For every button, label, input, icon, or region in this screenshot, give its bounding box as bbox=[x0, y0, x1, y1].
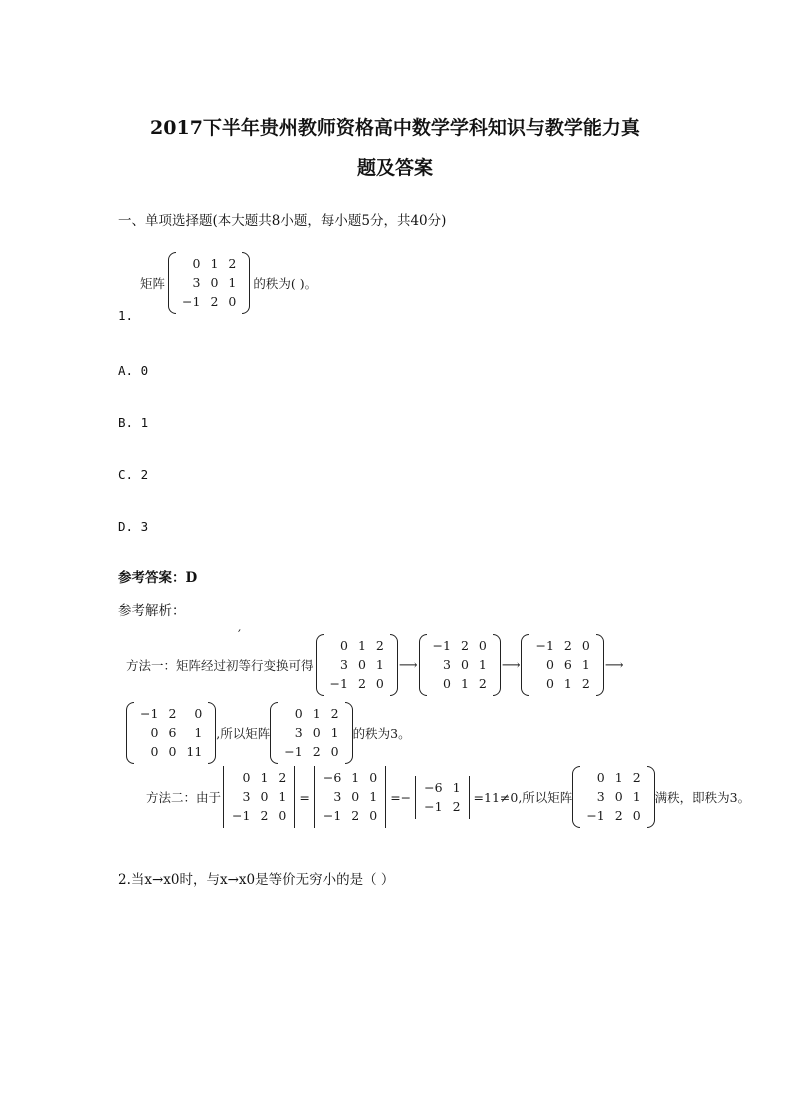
matrix-cell: 2 bbox=[168, 706, 177, 721]
option-b: B. 1 bbox=[118, 415, 149, 430]
matrix-cell: 1 bbox=[478, 657, 487, 672]
analysis-label: 参考解析： bbox=[118, 603, 186, 619]
matrix-cell: 1 bbox=[375, 657, 384, 672]
matrix-cell: 2 bbox=[478, 676, 487, 691]
matrix-cell: 0 bbox=[168, 744, 177, 759]
matrix-entries bbox=[278, 702, 344, 764]
arrow-1: ⟶ bbox=[398, 657, 418, 673]
matrix-cell: 1 bbox=[563, 676, 572, 691]
matrix-cell: 0 bbox=[150, 725, 159, 740]
arrow-2: ⟶ bbox=[501, 657, 521, 673]
section-heading: 一、单项选择题(本大题共8小题，每小题5分，共40分) bbox=[118, 213, 447, 229]
matrix-cell: 0 bbox=[357, 657, 366, 672]
matrix-m5 bbox=[270, 702, 352, 764]
matrix-entries bbox=[418, 776, 466, 819]
matrix-cell: −1 bbox=[284, 744, 303, 759]
matrix-cell: 1 bbox=[369, 789, 378, 804]
matrix-cell: 1 bbox=[452, 779, 461, 795]
matrix-cell: 2 bbox=[312, 744, 321, 759]
matrix-cell: 2 bbox=[351, 808, 360, 823]
matrix-entries bbox=[176, 252, 242, 314]
matrix-m4 bbox=[126, 702, 216, 764]
matrix-cell: 2 bbox=[581, 676, 590, 691]
matrix-cell: 0 bbox=[545, 657, 554, 672]
matrix-cell: 2 bbox=[278, 770, 287, 785]
matrix-cell: −1 bbox=[432, 638, 451, 653]
matrix-cell: 0 bbox=[351, 789, 360, 804]
q1-number: 1. bbox=[118, 308, 134, 323]
matrix-cell: 1 bbox=[632, 789, 641, 804]
matrix-cell: 1 bbox=[581, 657, 590, 672]
matrix-cell: 2 bbox=[563, 638, 572, 653]
option-c: C. 2 bbox=[118, 467, 149, 482]
matrix-cell: 0 bbox=[242, 770, 251, 785]
matrix-cell: −1 bbox=[535, 638, 554, 653]
method-one-label: 方法一：矩阵经过初等行变换可得 bbox=[126, 658, 314, 673]
matrix-cell: 0 bbox=[312, 725, 321, 740]
matrix-cell: 0 bbox=[442, 676, 451, 691]
equals-1: = bbox=[299, 789, 310, 805]
arrow-3: ⟶ bbox=[604, 657, 624, 673]
matrix-entries bbox=[226, 766, 292, 828]
matrix-m2 bbox=[419, 634, 501, 696]
matrix-cell: 6 bbox=[168, 725, 177, 740]
full-rank-text: 满秩，即秩为3。 bbox=[654, 790, 751, 805]
matrix-entries bbox=[580, 766, 646, 828]
matrix-cell: 1 bbox=[330, 725, 339, 740]
q1-prefix: 矩阵 bbox=[140, 276, 166, 291]
method-two-row bbox=[146, 766, 750, 828]
matrix-cell: 3 bbox=[192, 275, 201, 290]
matrix-cell: 0 bbox=[460, 657, 469, 672]
matrix-cell: 0 bbox=[192, 256, 201, 271]
matrix-entries bbox=[317, 766, 383, 828]
matrix-cell: 1 bbox=[194, 725, 203, 740]
matrix-cell: 0 bbox=[194, 706, 203, 721]
matrix-cell: −6 bbox=[424, 779, 443, 795]
matrix-cell: 0 bbox=[294, 706, 303, 721]
method-one-row bbox=[126, 634, 624, 696]
matrix-cell: −6 bbox=[322, 770, 342, 785]
matrix-cell: 1 bbox=[357, 638, 366, 653]
method-one-result-row bbox=[126, 702, 411, 764]
matrix-cell: 0 bbox=[478, 638, 487, 653]
matrix-cell: 0 bbox=[545, 676, 554, 691]
matrix-cell: 0 bbox=[614, 789, 623, 804]
matrix-cell: 2 bbox=[614, 808, 623, 823]
matrix-cell: 6 bbox=[563, 657, 572, 672]
matrix-cell: 1 bbox=[278, 789, 287, 804]
matrix-cell: 11 bbox=[186, 744, 203, 759]
matrix-cell: 3 bbox=[442, 657, 451, 672]
matrix-cell: 0 bbox=[340, 638, 348, 653]
matrix-cell: 0 bbox=[581, 638, 590, 653]
matrix-cell: 0 bbox=[150, 744, 159, 759]
so-text: ,所以矩阵 bbox=[216, 726, 271, 741]
matrix-cell: 0 bbox=[369, 770, 378, 785]
matrix-cell: 0 bbox=[278, 808, 287, 823]
matrix-cell: 2 bbox=[210, 294, 219, 309]
matrix-cell: 3 bbox=[333, 789, 342, 804]
matrix-cell: 1 bbox=[614, 770, 623, 785]
matrix-cell: −1 bbox=[182, 294, 201, 309]
matrix-cell: 1 bbox=[260, 770, 269, 785]
equals-3: =11≠0,所以矩阵 bbox=[473, 790, 573, 805]
matrix-cell: 2 bbox=[460, 638, 469, 653]
matrix-entries bbox=[427, 634, 493, 696]
matrix-cell: 0 bbox=[210, 275, 219, 290]
matrix-cell: −1 bbox=[232, 808, 251, 823]
matrix-cell: 0 bbox=[330, 744, 339, 759]
matrix-cell: −1 bbox=[586, 808, 605, 823]
matrix-cell: −1 bbox=[424, 798, 443, 814]
reference-answer: 参考答案：D bbox=[118, 570, 198, 586]
matrix-m1 bbox=[316, 634, 398, 696]
matrix-cell: 1 bbox=[210, 256, 219, 271]
matrix-cell: 1 bbox=[460, 676, 469, 691]
method-two-label: 方法二：由于 bbox=[146, 790, 222, 805]
matrix-cell: −1 bbox=[329, 676, 348, 691]
matrix-m6 bbox=[572, 766, 654, 828]
option-a: A. 0 bbox=[118, 363, 149, 378]
determinant-d1 bbox=[221, 766, 297, 828]
matrix-cell: 3 bbox=[596, 789, 605, 804]
q2-stem: 2.当x→x0时，与x→x0是等价无穷小的是（ ） bbox=[118, 872, 395, 888]
q1-stem bbox=[140, 252, 317, 314]
matrix-cell: 3 bbox=[242, 789, 251, 804]
page-title-line2: 题及答案 bbox=[356, 157, 433, 179]
determinant-d3 bbox=[413, 776, 471, 819]
matrix-cell: 2 bbox=[452, 798, 461, 814]
matrix-cell: 1 bbox=[228, 275, 237, 290]
matrix-cell: 3 bbox=[294, 725, 303, 740]
matrix-cell: 0 bbox=[260, 789, 269, 804]
matrix-cell: 0 bbox=[596, 770, 605, 785]
matrix-m3 bbox=[521, 634, 603, 696]
matrix-cell: 2 bbox=[228, 256, 237, 271]
determinant-d2 bbox=[312, 766, 388, 828]
page-title-line1: 2017下半年贵州教师资格高中数学学科知识与教学能力真 bbox=[150, 117, 640, 139]
tick-mark: ′ bbox=[238, 628, 241, 643]
matrix-entries bbox=[529, 634, 595, 696]
matrix-cell: −1 bbox=[140, 706, 159, 721]
matrix-cell: 0 bbox=[369, 808, 378, 823]
rank-text: 的秩为3。 bbox=[352, 726, 411, 741]
matrix-cell: −1 bbox=[322, 808, 342, 823]
q1-matrix bbox=[168, 252, 250, 314]
matrix-entries bbox=[324, 634, 390, 696]
matrix-cell: 2 bbox=[330, 706, 339, 721]
matrix-cell: 3 bbox=[340, 657, 348, 672]
equals-2: =− bbox=[390, 789, 412, 805]
q1-suffix: 的秩为( )。 bbox=[253, 276, 318, 291]
matrix-cell: 2 bbox=[357, 676, 366, 691]
matrix-cell: 0 bbox=[375, 676, 384, 691]
matrix-cell: 0 bbox=[228, 294, 237, 309]
matrix-entries bbox=[134, 702, 208, 764]
matrix-cell: 0 bbox=[632, 808, 641, 823]
matrix-cell: 2 bbox=[260, 808, 269, 823]
matrix-cell: 2 bbox=[375, 638, 384, 653]
option-d: D. 3 bbox=[118, 519, 149, 534]
matrix-cell: 1 bbox=[312, 706, 321, 721]
matrix-cell: 2 bbox=[632, 770, 641, 785]
matrix-cell: 1 bbox=[351, 770, 360, 785]
